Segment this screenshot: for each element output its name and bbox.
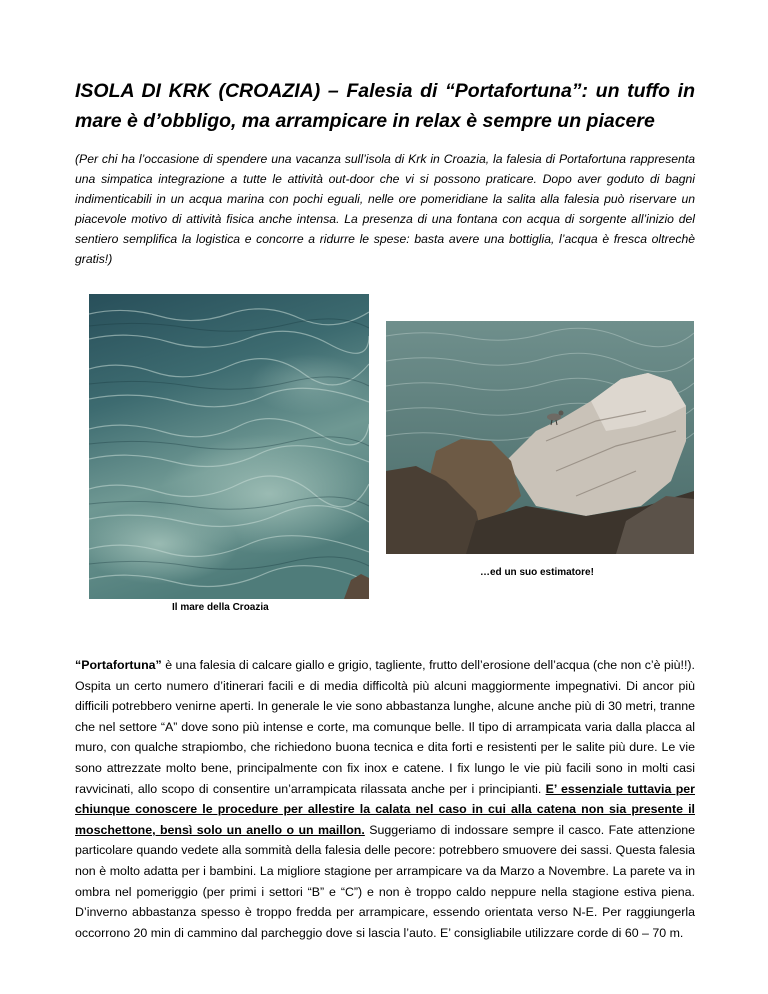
body-part-2: Suggeriamo di indossare sempre il casco. Fate attenzione particolare quando vedete alla sommità della falesia delle pecore: potrebbero smuovere dei sassi. Questa falesia non è molto adatta per i bambini. La migliore stagione per arrampicare va da Marzo a Novembre. La parete va in ombra nel pomeriggio (per primi i settori “B” e “C”) e non è troppo caldo neppure nella stagione estiva piena. D’inverno abbastanza spesso è troppo fredda per arrampicare, essendo orientata verso N-E. Per raggiungerla occorrono 20 min di cammino dal parcheggio dove si lascia l’auto. E’ consigliabile utilizzare corde di 60 – 70 m. xyxy=(75,822,696,940)
body-lead: “Portafortuna” xyxy=(75,658,162,672)
sea-caption: Il mare della Croazia xyxy=(172,602,269,613)
article-title: ISOLA DI KRK (CROAZIA) – Falesia di “Portafortuna”: un tuffo in mare è d’obbligo, ma arrampicare in relax è sempre un piacere xyxy=(75,80,695,132)
sea-photo xyxy=(89,294,369,599)
article-intro: (Per chi ha l’occasione di spendere una vacanza sull’isola di Krk in Croazia, la falesia di Portafortuna rappresenta una simpatica integrazione a tutte le attività out-door che vi si possono praticare. Dopo aver goduto di bagni indimenticabili in un acqua marina con pochi eguali, nelle ore pomeridiane la salita alla falesia può riservare un piacevole motivo di attività fisica anche intensa. La presenza di una fontana con acqua di sorgente all’inizio del sentiero semplifica la logistica e concorre a ridurre le spese: basta avere una bottiglia, l’acqua è fresca oltrechè gratis!) xyxy=(75,152,695,266)
rocks-photo xyxy=(386,321,694,554)
rocks-caption: …ed un suo estimatore! xyxy=(480,567,594,578)
body-warning: E’ essenziale tuttavia per chiunque conoscere le procedure per allestire la calata nel caso in cui alla catena non sia presente il moschettone, bensì solo un anello o un maillon. xyxy=(75,781,695,837)
article-body xyxy=(75,655,695,943)
body-part-1: è una falesia di calcare giallo e grigio, tagliente, frutto dell’erosione dell’acqua (che non c’è più!!). Ospita un certo numero d’itinerari facili e di media difficoltà più alcuni maggiormente impegnativi. Di ancor più difficili potrebbero venirne aperti. In generale le vie sono abbastanza lunghe, alcune anche più di 30 metri, tranne che nel settore “A” dove sono più intense e corte, ma comunque belle. Il tipo di arrampicata varia dalla placca al muro, con qualche strapiombo, che richiedono buona tecnica e dita forti e resistenti per le salite più dure. Le vie sono attrezzate molto bene, principalmente con fix inox e catene. I fix lungo le vie più facili sono in molti casi ravvicinati, allo scopo di consentire un’arrampicata rilassata anche per i principianti. xyxy=(75,658,695,796)
